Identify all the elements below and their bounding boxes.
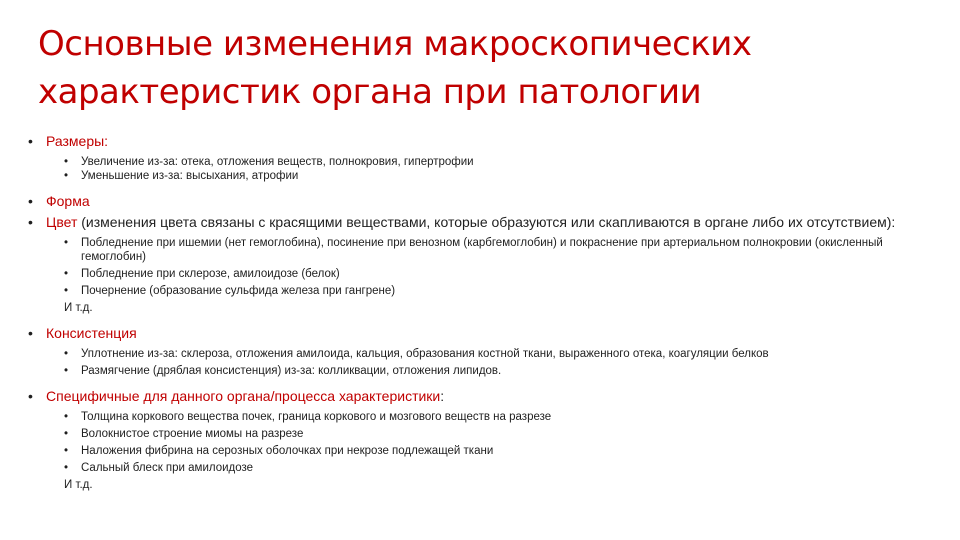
bullet-icon: • (28, 325, 33, 341)
section-consistency (28, 325, 938, 341)
section-specific-list (64, 410, 938, 492)
bullet-icon: • (28, 133, 33, 149)
section-color-list (64, 236, 938, 315)
section-size-list (64, 155, 938, 183)
list-item: • Размягчение (дряблая консистенция) из-за: колликвации, отложения липидов. (64, 365, 502, 377)
section-consistency-label: Консистенция (46, 325, 137, 341)
section-color-label: Цвет (46, 214, 78, 230)
bullet-icon: • (28, 193, 33, 209)
bullet-icon: • (64, 237, 69, 249)
section-specific-etc: И т.д. (64, 479, 93, 491)
list-item: • Побледнение при ишемии (нет гемоглобина), посинение при венозном (карбгемоглобин) и покраснение при артериальном полнокровии (окисленный гемоглобин) (64, 237, 883, 263)
slide-title: Основные изменения макроскопических характеристик органа при патологии (38, 24, 752, 112)
bullet-icon: • (64, 365, 69, 377)
section-specific-label: Специфичные для данного органа/процесса характеристики (46, 388, 441, 404)
bullet-icon: • (28, 214, 33, 230)
list-item: • Почернение (образование сульфида железа при гангрене) (64, 285, 396, 297)
list-item: • Толщина коркового вещества почек, граница коркового и мозгового веществ на разрезе (64, 411, 552, 423)
section-specific (28, 388, 938, 404)
list-item: • Сальный блеск при амилоидозе (64, 462, 254, 474)
bullet-icon: • (64, 156, 69, 168)
list-item: • Увеличение из-за: отека, отложения веществ, полнокровия, гипертрофии (64, 156, 474, 168)
section-shape (28, 193, 938, 209)
list-item: • Побледнение при склерозе, амилоидозе (белок) (64, 268, 340, 280)
bullet-icon: • (64, 462, 69, 474)
list-item: • Волокнистое строение миомы на разрезе (64, 428, 304, 440)
section-color-etc: И т.д. (64, 302, 93, 314)
section-size (28, 133, 938, 149)
bullet-icon: • (64, 268, 69, 280)
bullet-icon: • (64, 428, 69, 440)
list-item: • Наложения фибрина на серозных оболочках при некрозе подлежащей ткани (64, 445, 494, 457)
section-color-text: (изменения цвета связаны с красящими веществами, которые образуются или скапливаются в органе либо их отсутствием): (77, 214, 896, 230)
bullet-icon: • (64, 348, 69, 360)
slide-content (28, 133, 938, 496)
bullet-icon: • (64, 170, 69, 182)
section-size-label: Размеры: (46, 133, 109, 149)
list-item: • Уплотнение из-за: склероза, отложения амилоида, кальция, образования костной ткани, выраженного отека, коагуляции белков (64, 348, 769, 360)
section-shape-label: Форма (46, 193, 90, 209)
bullet-icon: • (64, 411, 69, 423)
section-consistency-list (64, 347, 938, 378)
section-color (28, 214, 938, 230)
bullet-icon: • (64, 445, 69, 457)
list-item: • Уменьшение из-за: высыхания, атрофии (64, 170, 299, 182)
section-specific-colon: : (440, 388, 445, 404)
bullet-icon: • (28, 388, 33, 404)
bullet-icon: • (64, 285, 69, 297)
